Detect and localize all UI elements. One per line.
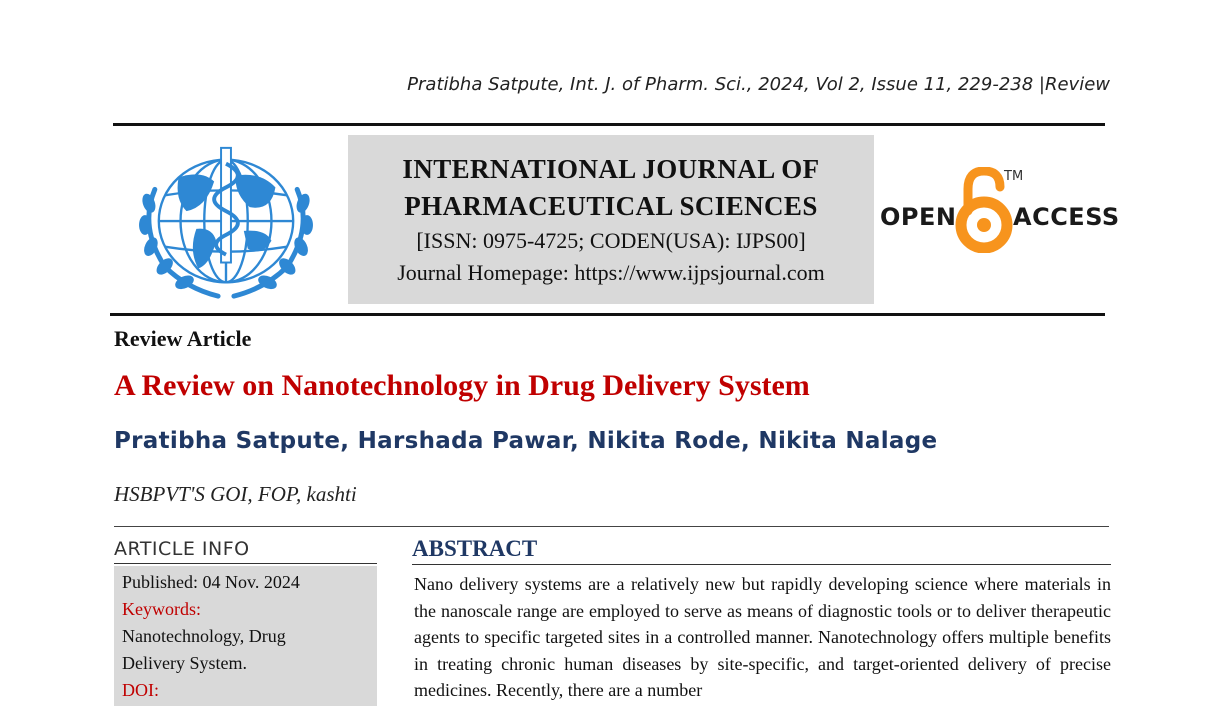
journal-title-line2: PHARMACEUTICAL SCIENCES xyxy=(404,191,818,221)
journal-issn: [ISSN: 0975-4725; CODEN(USA): IJPS00] xyxy=(416,228,806,253)
keywords-line-2: Delivery System. xyxy=(122,653,247,673)
article-type: Review Article xyxy=(114,326,252,351)
abstract-heading: ABSTRACT xyxy=(412,536,538,561)
journal-title-line1: INTERNATIONAL JOURNAL OF xyxy=(402,154,820,184)
abstract-rule xyxy=(412,564,1111,565)
article-info-panel xyxy=(114,566,377,706)
article-info-rule xyxy=(114,563,377,564)
published-row xyxy=(122,569,369,596)
running-header: Pratibha Satpute, Int. J. of Pharm. Sci., 2024, Vol 2, Issue 11, 229-238 |Review xyxy=(407,74,1110,95)
open-access-word-access: ACCESS xyxy=(1013,203,1120,231)
doi-label: DOI: xyxy=(122,680,159,700)
open-access-logo xyxy=(880,167,1120,257)
published-date: 04 Nov. 2024 xyxy=(202,572,300,592)
keywords-label: Keywords: xyxy=(122,599,201,619)
article-info-heading: ARTICLE INFO xyxy=(114,538,250,560)
header-rule-bottom xyxy=(110,313,1105,316)
paper-title: A Review on Nanotechnology in Drug Delivery System xyxy=(114,369,810,402)
published-label: Published: xyxy=(122,572,199,592)
journal-banner xyxy=(348,135,874,304)
author-list: Pratibha Satpute, Harshada Pawar, Nikita Rode, Nikita Nalage xyxy=(114,428,938,454)
trademark-mark: TM xyxy=(1004,169,1024,184)
author-affiliation: HSBPVT'S GOI, FOP, kashti xyxy=(114,482,357,506)
abstract-text: Nano delivery systems are a relatively new but rapidly developing science where materials in the nanoscale range are employed to serve as means of diagnostic tools or to deliver therapeutic agents to specific targeted sites in a controlled manner. Nanotechnology offers multiple benefits in treating chronic human diseases by site-specific, and target-oriented delivery of precise medicines. Recently, there are a number xyxy=(414,574,1111,700)
journal-homepage[interactable]: Journal Homepage: https://www.ijpsjournal.com xyxy=(397,260,825,285)
section-divider xyxy=(114,526,1109,527)
keywords-line-1: Nanotechnology, Drug xyxy=(122,626,286,646)
open-access-word-open: OPEN xyxy=(880,203,957,231)
who-emblem-icon xyxy=(127,138,325,306)
header-rule-top xyxy=(113,123,1105,126)
